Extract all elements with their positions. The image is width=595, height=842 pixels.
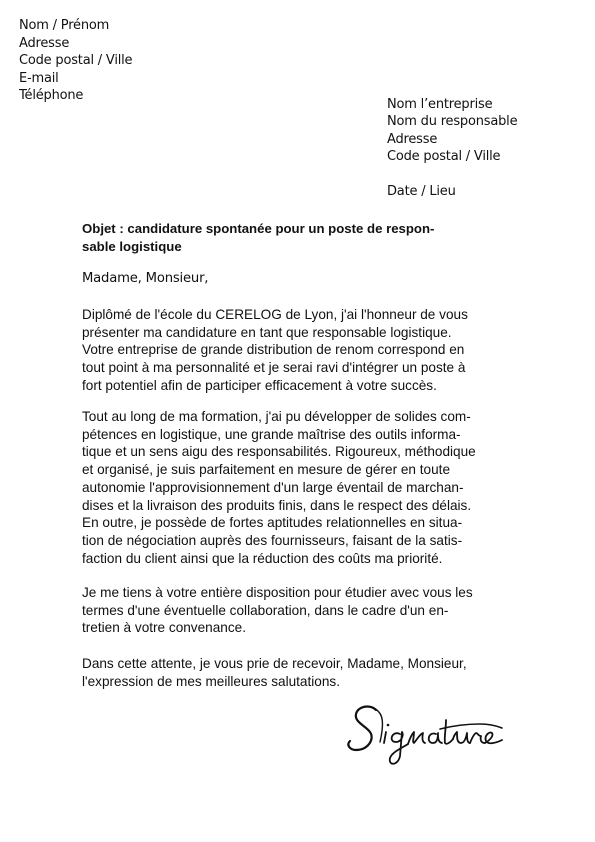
sender-phone: Téléphone [19,88,84,104]
body-paragraph-3 [82,584,473,637]
sender-email: E-mail [19,70,59,86]
paragraph-line: dises et la livraison des produits finis, dans le respect des délais. [82,497,472,513]
paragraph-line: tion de négociation auprès des fournisseurs, faisant de la satis- [82,532,463,548]
paragraph-line: Dans cette attente, je vous prie de recevoir, Madame, Monsieur, [82,656,467,671]
paragraph-line: pétences en logistique, une grande maîtrise des outils informa- [82,426,461,442]
object-line: sable logistique [82,238,182,254]
paragraph-line: fort potentiel afin de participer efficacement à votre succès. [82,377,437,393]
paragraph-line: Je me tiens à votre entière disposition pour étudier avec vous les [82,585,473,600]
recipient-manager: Nom du responsable [387,114,518,130]
place-date: Date / Lieu [387,184,456,200]
recipient-company: Nom l’entreprise [387,97,493,112]
paragraph-line: autonomie l'approvisionnement d'un large éventail de marchan- [82,479,464,495]
paragraph-line: présenter ma candidature en tant que responsable logistique. [82,324,452,340]
letter-object [82,220,502,255]
sender-postcode-city: Code postal / Ville [19,53,133,69]
paragraph-line: tique et un sens aigu des responsabilités. Rigoureux, méthodique [82,444,476,460]
paragraph-line: faction du client ainsi que la réduction des coûts ma priorité. [82,550,443,566]
body-paragraph-4 [82,655,467,690]
sender-address: Adresse [19,35,70,51]
sender-block [19,17,132,105]
body-paragraph-2 [82,408,476,567]
paragraph-line: Tout au long de ma formation, j'ai pu développer de solides com- [82,409,471,424]
paragraph-line: tretien à votre convenance. [82,620,246,636]
handwritten-signature [342,698,510,770]
sender-name: Nom / Prénom [19,18,110,33]
recipient-postcode-city: Code postal / Ville [387,149,501,165]
paragraph-line: l'expression de mes meilleures salutations. [82,673,340,689]
paragraph-line: En outre, je possède de fortes aptitudes relationnelles en situa- [82,515,463,531]
paragraph-line: Votre entreprise de grande distribution de renom correspond en [82,342,465,358]
object-line: Objet : candidature spontanée pour un poste de respon- [82,221,435,236]
paragraph-line: termes d'une éventuelle collaboration, dans le cadre d'un en- [82,602,449,618]
paragraph-line: et organisé, je suis parfaitement en mesure de gérer en toute [82,462,451,478]
salutation: Madame, Monsieur, [82,271,209,286]
recipient-block [387,96,517,201]
recipient-address: Adresse [387,131,438,147]
body-paragraph-1 [82,306,468,395]
paragraph-line: tout point à ma personnalité et je serai ravi d'intégrer un poste à [82,360,466,376]
paragraph-line: Diplômé de l'école du CERELOG de Lyon, j'ai l'honneur de vous [82,307,468,322]
